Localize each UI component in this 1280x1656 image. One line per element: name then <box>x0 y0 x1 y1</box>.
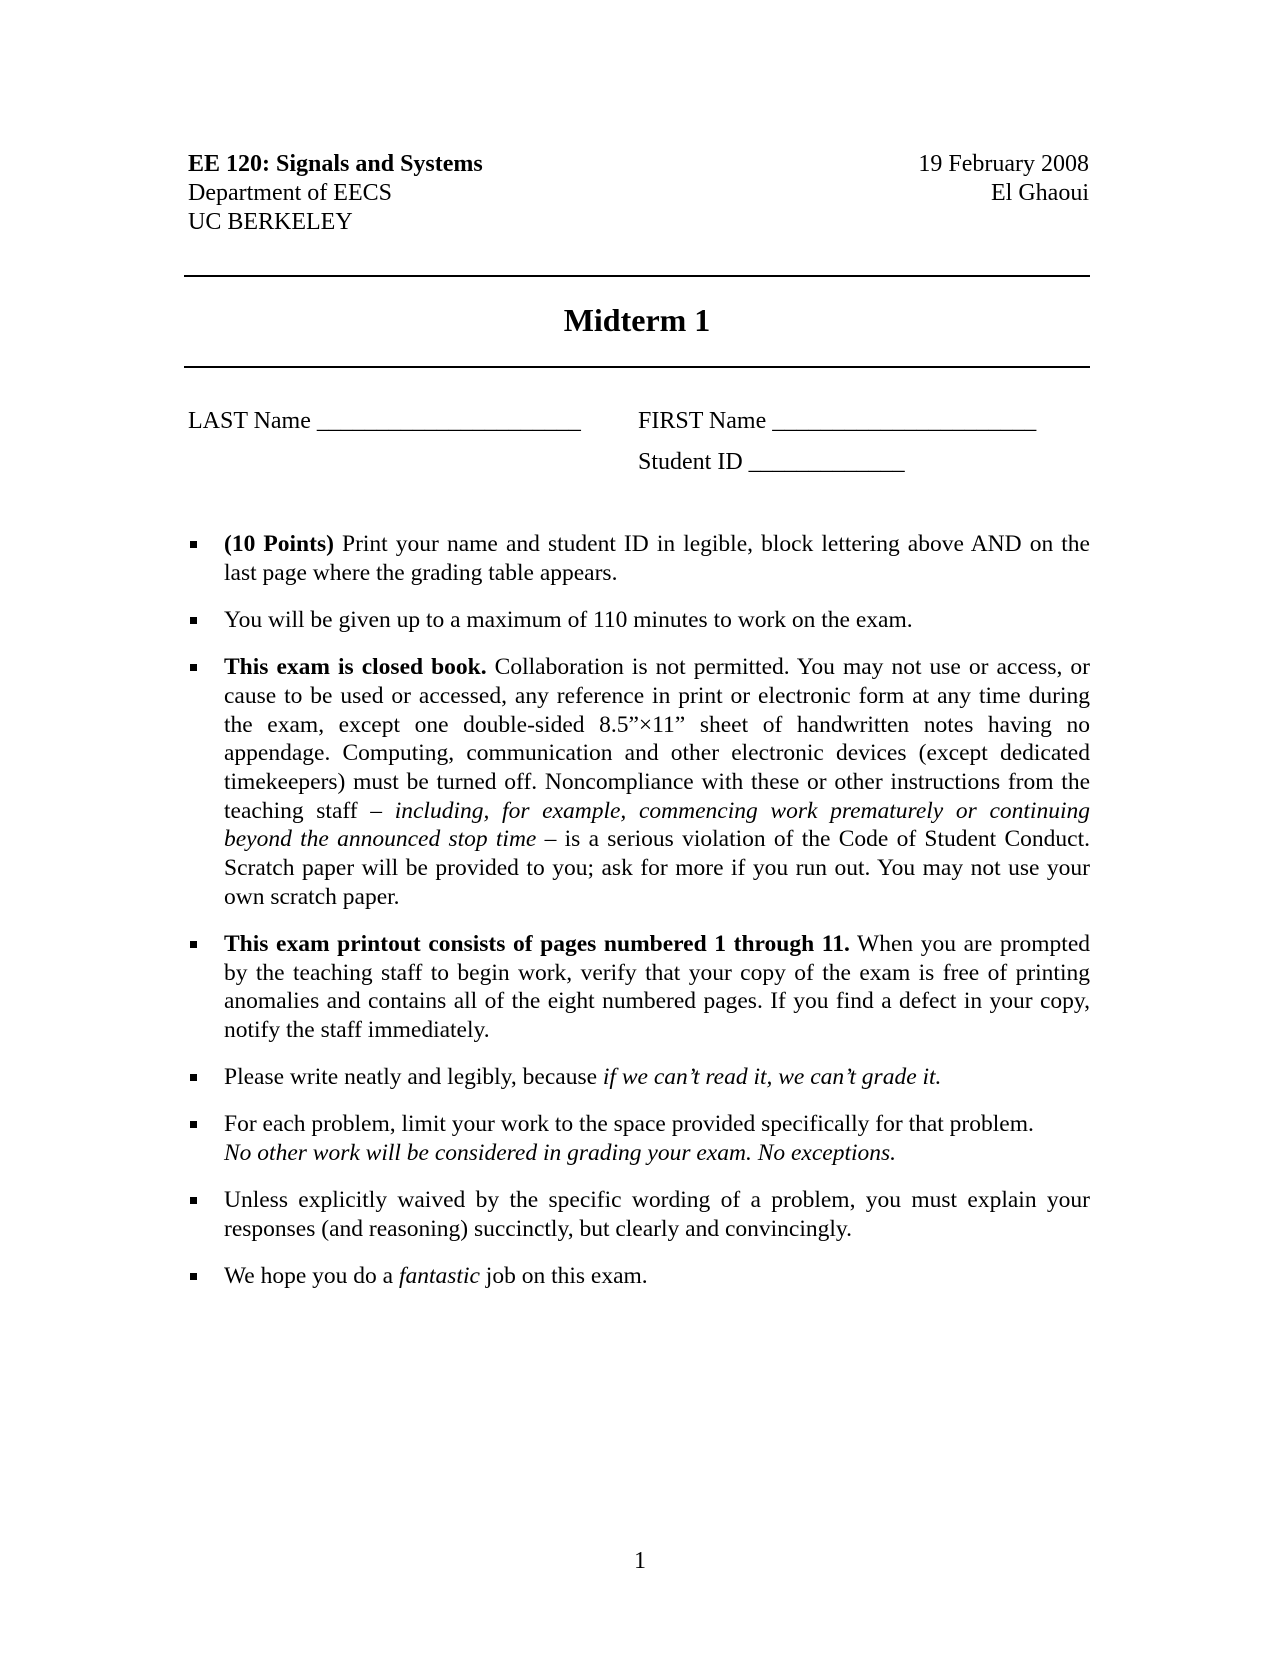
instruction-item <box>184 930 1090 1045</box>
instructor: El Ghaoui <box>991 180 1089 206</box>
instruction-text: – is a serious violation of the Code of Student Conduct. Scratch paper will be provided to you; ask for more if you run out. You may not use your own scratch paper. <box>224 826 1090 910</box>
instruction-text: Unless explicitly waived by the specific wording of a problem, you must explain your responses (and reasoning) succinctly, but clearly and convincingly. <box>224 1187 1090 1243</box>
exam-date: 19 February 2008 <box>918 151 1089 177</box>
instruction-text: Collaboration is not permitted. You may not use or access, or cause to be used or accessed, any reference in print or electronic form at any time during the exam, except one double-sided 8.5”×11” sheet of handwritten notes having no appendage. Computing, communication and other electronic devices (except dedicated timekeepers) must be turned off. Noncompliance with these or other instructions from the teaching staff – <box>224 654 1090 824</box>
instruction-item <box>184 1063 1090 1092</box>
points-label: (10 Points) <box>224 531 334 557</box>
university: UC BERKELEY <box>188 209 353 235</box>
instruction-item <box>184 606 1090 635</box>
instruction-emphasis: No other work will be considered in grading your exam. No exceptions. <box>224 1140 897 1167</box>
instruction-item <box>184 530 1090 587</box>
instruction-item <box>184 1186 1090 1243</box>
header-right <box>918 150 1089 208</box>
instruction-list <box>184 530 1090 1309</box>
square-bullet-icon <box>190 941 197 948</box>
department: Department of EECS <box>188 180 392 206</box>
instruction-text: job on this exam. <box>479 1263 648 1290</box>
square-bullet-icon <box>190 1074 197 1081</box>
instruction-text: When you are prompted by the teaching staff to begin work, verify that your copy of the exam is free of printing anomalies and contains all of the eight numbered pages. If you find a defect in your copy, notify the staff immediately. <box>224 930 1090 1044</box>
instruction-item <box>184 1110 1090 1167</box>
instruction-text: We hope you do a <box>224 1263 399 1290</box>
square-bullet-icon <box>190 617 197 624</box>
title-rule-top <box>184 275 1090 277</box>
square-bullet-icon <box>190 1121 197 1128</box>
instruction-text: Print your name and student ID in legible, block lettering above AND on the last page where the grading table appears. <box>224 531 1090 586</box>
square-bullet-icon <box>190 1273 197 1280</box>
instruction-text: Please write neatly and legibly, because <box>224 1064 603 1091</box>
header-left <box>188 150 483 237</box>
last-name-field[interactable]: LAST Name ______________________ <box>188 408 581 434</box>
page-title: Midterm 1 <box>563 302 711 338</box>
course-title: EE 120: Signals and Systems <box>188 151 483 177</box>
closed-book-label: This exam is closed book. <box>224 654 487 681</box>
instruction-item <box>184 1262 1090 1291</box>
instruction-emphasis: including, for example, commencing work prematurely or continuing beyond the announced stop time <box>224 797 1090 853</box>
square-bullet-icon <box>190 664 197 671</box>
page-count-label: This exam printout consists of pages numbered 1 through 11. <box>224 930 850 957</box>
instruction-item <box>184 653 1090 911</box>
instruction-text: For each problem, limit your work to the space provided specifically for that problem. <box>224 1111 1034 1138</box>
instruction-emphasis: if we can’t read it, we can’t grade it. <box>602 1064 942 1091</box>
square-bullet-icon <box>190 1197 197 1204</box>
page-number: 1 <box>634 1548 646 1574</box>
student-id-field[interactable]: Student ID _____________ <box>638 449 905 475</box>
instruction-text: You will be given up to a maximum of 110 minutes to work on the exam. <box>224 606 913 633</box>
square-bullet-icon <box>190 541 197 548</box>
instruction-emphasis: fantastic <box>398 1263 480 1290</box>
first-name-field[interactable]: FIRST Name ______________________ <box>638 408 1037 434</box>
title-rule-bottom <box>184 366 1090 368</box>
